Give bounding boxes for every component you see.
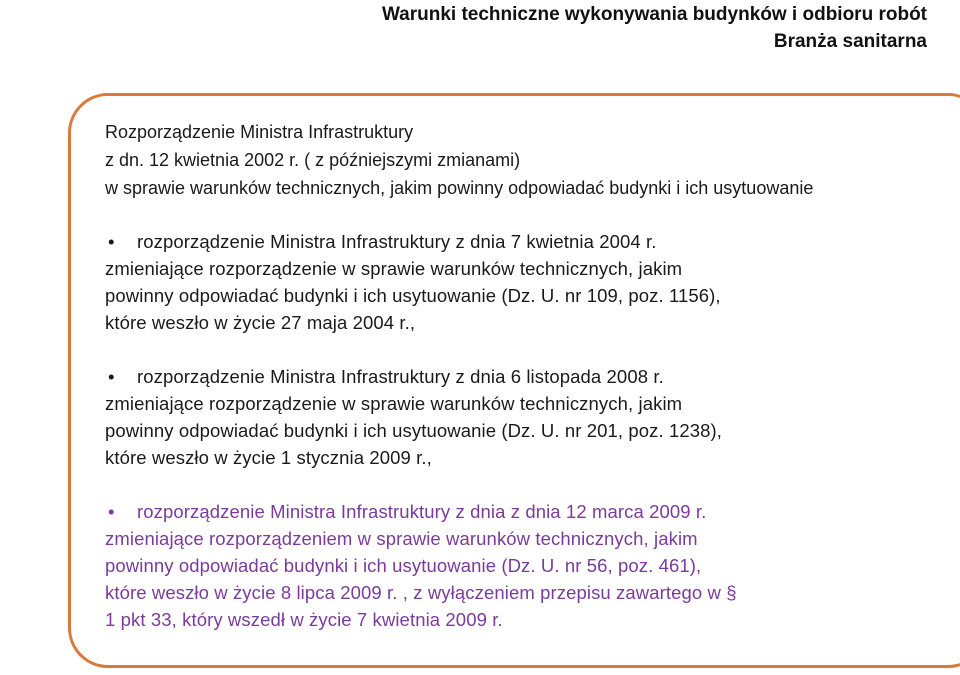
amendment-title: rozporządzenie Ministra Infrastruktury z dnia 6 listopada 2008 r. bbox=[137, 366, 664, 387]
amendment-item-2004 bbox=[105, 228, 955, 336]
amendment-title: rozporządzenie Ministra Infrastruktury z dnia z dnia 12 marca 2009 r. bbox=[137, 501, 707, 522]
amendment-line: które weszło w życie 8 lipca 2009 r. , z wyłączeniem przepisu zawartego w § bbox=[105, 582, 737, 603]
amendment-line: zmieniające rozporządzenie w sprawie warunków technicznych, jakim bbox=[105, 258, 683, 279]
document-subtitle: Branża sanitarna bbox=[773, 31, 927, 52]
amendment-line: powinny odpowiadać budynki i ich usytuowanie (Dz. U. nr 56, poz. 461), bbox=[105, 555, 702, 576]
regulation-title: Rozporządzenie Ministra Infrastruktury bbox=[105, 122, 414, 142]
amendment-line: 1 pkt 33, który wszedł w życie 7 kwietnia 2009 r. bbox=[105, 609, 503, 630]
amendment-line: zmieniające rozporządzenie w sprawie warunków technicznych, jakim bbox=[105, 393, 683, 414]
regulation-subject: w sprawie warunków technicznych, jakim powinny odpowiadać budynki i ich usytuowanie bbox=[105, 178, 814, 198]
amendment-heading bbox=[105, 228, 955, 255]
amendment-heading bbox=[105, 363, 955, 390]
bullet-icon: • bbox=[108, 501, 115, 522]
amendment-item-2009 bbox=[105, 498, 955, 633]
amendments-list bbox=[105, 228, 955, 633]
document-title: Warunki techniczne wykonywania budynków i odbioru robót bbox=[381, 4, 927, 25]
amendment-line: które weszło w życie 1 stycznia 2009 r., bbox=[105, 447, 432, 468]
amendment-line: zmieniające rozporządzeniem w sprawie warunków technicznych, jakim bbox=[105, 528, 698, 549]
amendment-line: powinny odpowiadać budynki i ich usytuowanie (Dz. U. nr 201, poz. 1238), bbox=[105, 420, 723, 441]
amendment-heading bbox=[105, 498, 955, 525]
regulation-date: z dn. 12 kwietnia 2002 r. ( z późniejszymi zmianami) bbox=[105, 150, 521, 170]
regulation-heading bbox=[105, 118, 955, 202]
amendment-item-2008 bbox=[105, 363, 955, 471]
bullet-icon: • bbox=[108, 366, 115, 387]
page-header bbox=[227, 1, 927, 55]
amendment-line: powinny odpowiadać budynki i ich usytuowanie (Dz. U. nr 109, poz. 1156), bbox=[105, 285, 721, 306]
amendment-line: które weszło w życie 27 maja 2004 r., bbox=[105, 312, 416, 333]
bullet-icon: • bbox=[108, 231, 115, 252]
main-content bbox=[105, 118, 955, 630]
amendment-title: rozporządzenie Ministra Infrastruktury z dnia 7 kwietnia 2004 r. bbox=[137, 231, 657, 252]
